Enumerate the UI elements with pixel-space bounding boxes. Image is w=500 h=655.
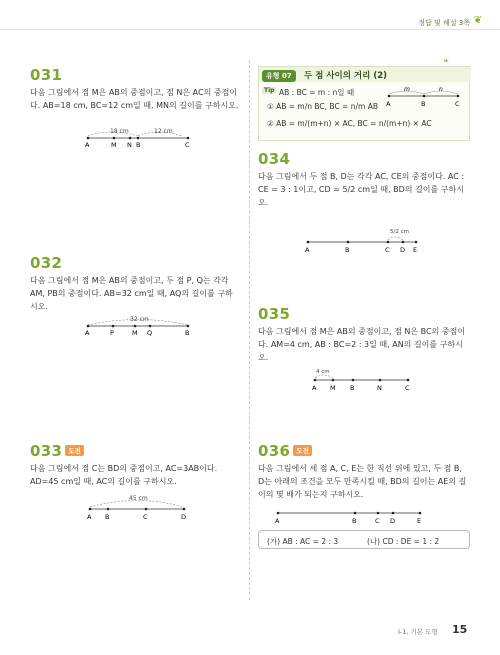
type-07-box <box>258 66 470 141</box>
ratio-label: m <box>404 86 410 93</box>
point-label: B <box>136 141 141 149</box>
point-label: M <box>111 141 117 149</box>
point-label: P <box>110 329 114 337</box>
dim-label: 4 cm <box>316 369 330 375</box>
point-label: B <box>352 517 357 525</box>
figure-031 <box>80 126 200 150</box>
problem-number: 035 <box>258 305 291 323</box>
figure-033 <box>85 492 195 522</box>
point-label: B <box>185 329 190 337</box>
leaf-icon: ❧ <box>443 57 449 65</box>
problem-031 <box>30 66 240 112</box>
type-line-1: AB : BC = m : n일 때 <box>279 88 355 97</box>
point-label: Q <box>147 329 153 337</box>
point-label: B <box>350 384 355 392</box>
dim-label: 18 cm <box>110 128 129 135</box>
dim-label: 12 cm <box>154 128 173 135</box>
answer-reference: 정답 및 해설 3쪽 <box>418 19 470 27</box>
problem-text: 다음 그림에서 두 점 B, D는 각각 AC, CE의 중점이다. AC : CE = 3 : 1이고, CD = 5/2 cm일 때, BD의 길이를 구하시오. <box>258 172 465 207</box>
point-label: C <box>455 100 460 108</box>
type-figure <box>384 85 466 111</box>
problem-034 <box>258 150 470 209</box>
point-label: A <box>386 100 391 108</box>
point-label: D <box>390 517 396 525</box>
dim-label: 32 cm <box>130 316 149 323</box>
point-label: D <box>181 513 187 521</box>
figure-032 <box>80 314 200 338</box>
problem-number: 032 <box>30 254 63 272</box>
problem-text: 다음 그림에서 점 M은 AB의 중점이고, 두 점 P, Q는 각각 AM, PB의 중점이다. AB=32 cm일 때, AQ의 길이를 구하시오. <box>30 276 233 311</box>
point-label: A <box>87 513 92 521</box>
point-label: N <box>127 141 132 149</box>
point-label: B <box>421 100 426 108</box>
point-label: A <box>85 329 90 337</box>
problem-number: 036 <box>258 442 291 460</box>
chapter-tag: I-1. 기본 도형 <box>398 628 438 636</box>
condition-1: (가) AB : AC = 2 : 3 <box>267 537 339 546</box>
type-title: 두 점 사이의 거리 (2) <box>304 71 387 81</box>
point-label: B <box>105 513 110 521</box>
dim-label: 5/2 cm <box>390 229 409 235</box>
problem-number: 033 <box>30 442 63 460</box>
problem-number: 034 <box>258 150 291 168</box>
problem-032 <box>30 254 240 313</box>
condition-box <box>258 530 470 549</box>
point-label: C <box>385 246 390 254</box>
point-label: M <box>330 384 336 392</box>
point-label: A <box>312 384 317 392</box>
tip-label: Tip <box>264 87 275 94</box>
problem-number: 031 <box>30 66 63 84</box>
point-label: A <box>275 517 280 525</box>
column-divider <box>249 60 250 600</box>
dim-label: 45 cm <box>129 495 148 502</box>
problem-text: 다음 그림에서 점 M은 AB의 중점이고, 점 N은 AC의 중점이다. AB=18 cm, BC=12 cm일 때, MN의 길이를 구하시오. <box>30 88 239 110</box>
problem-text: 다음 그림에서 점 M은 AB의 중점이고, 점 N은 BC의 중점이다. AM=4 cm, AB : BC=2 : 3일 때, AN의 길이를 구하시오. <box>258 327 466 362</box>
point-label: A <box>305 246 310 254</box>
type-line-3: ② AB = m/(m+n) × AC, BC = n/(m+n) × AC <box>267 119 432 128</box>
point-label: B <box>345 246 350 254</box>
point-label: M <box>132 329 138 337</box>
condition-2: (나) CD : DE = 1 : 2 <box>367 537 440 546</box>
problem-033 <box>30 441 240 488</box>
type-pill: 유형 07 <box>262 70 296 82</box>
point-label: C <box>143 513 148 521</box>
problem-036 <box>258 441 470 501</box>
page-header <box>0 0 500 30</box>
sprout-icon: ❦ <box>473 15 482 26</box>
challenge-badge: 도전 <box>293 445 312 456</box>
point-label: A <box>85 141 90 149</box>
figure-036 <box>270 505 430 527</box>
problem-text: 다음 그림에서 점 C는 BD의 중점이고, AC=3AB이다. AD=45 cm일 때, AC의 길이를 구하시오. <box>30 464 218 486</box>
ratio-label: n <box>439 86 443 93</box>
type-line-2: ① AB = m/n BC, BC = n/m AB <box>267 102 378 111</box>
point-label: C <box>375 517 380 525</box>
point-label: N <box>377 384 382 392</box>
challenge-badge: 도전 <box>65 445 84 456</box>
point-label: E <box>417 517 422 525</box>
problem-text: 다음 그림에서 세 점 A, C, E는 한 직선 위에 있고, 두 점 B, D는 아래의 조건을 모두 만족시킬 때, BD의 길이는 AE의 길이의 몇 배가 되는지 구하시오. <box>258 464 467 499</box>
figure-034 <box>300 225 430 255</box>
point-label: E <box>413 246 418 254</box>
point-label: C <box>185 141 190 149</box>
page-number: 15 <box>452 623 468 636</box>
type-header <box>259 67 471 82</box>
figure-035 <box>310 366 420 394</box>
point-label: C <box>405 384 410 392</box>
problem-035 <box>258 305 470 364</box>
point-label: D <box>400 246 406 254</box>
